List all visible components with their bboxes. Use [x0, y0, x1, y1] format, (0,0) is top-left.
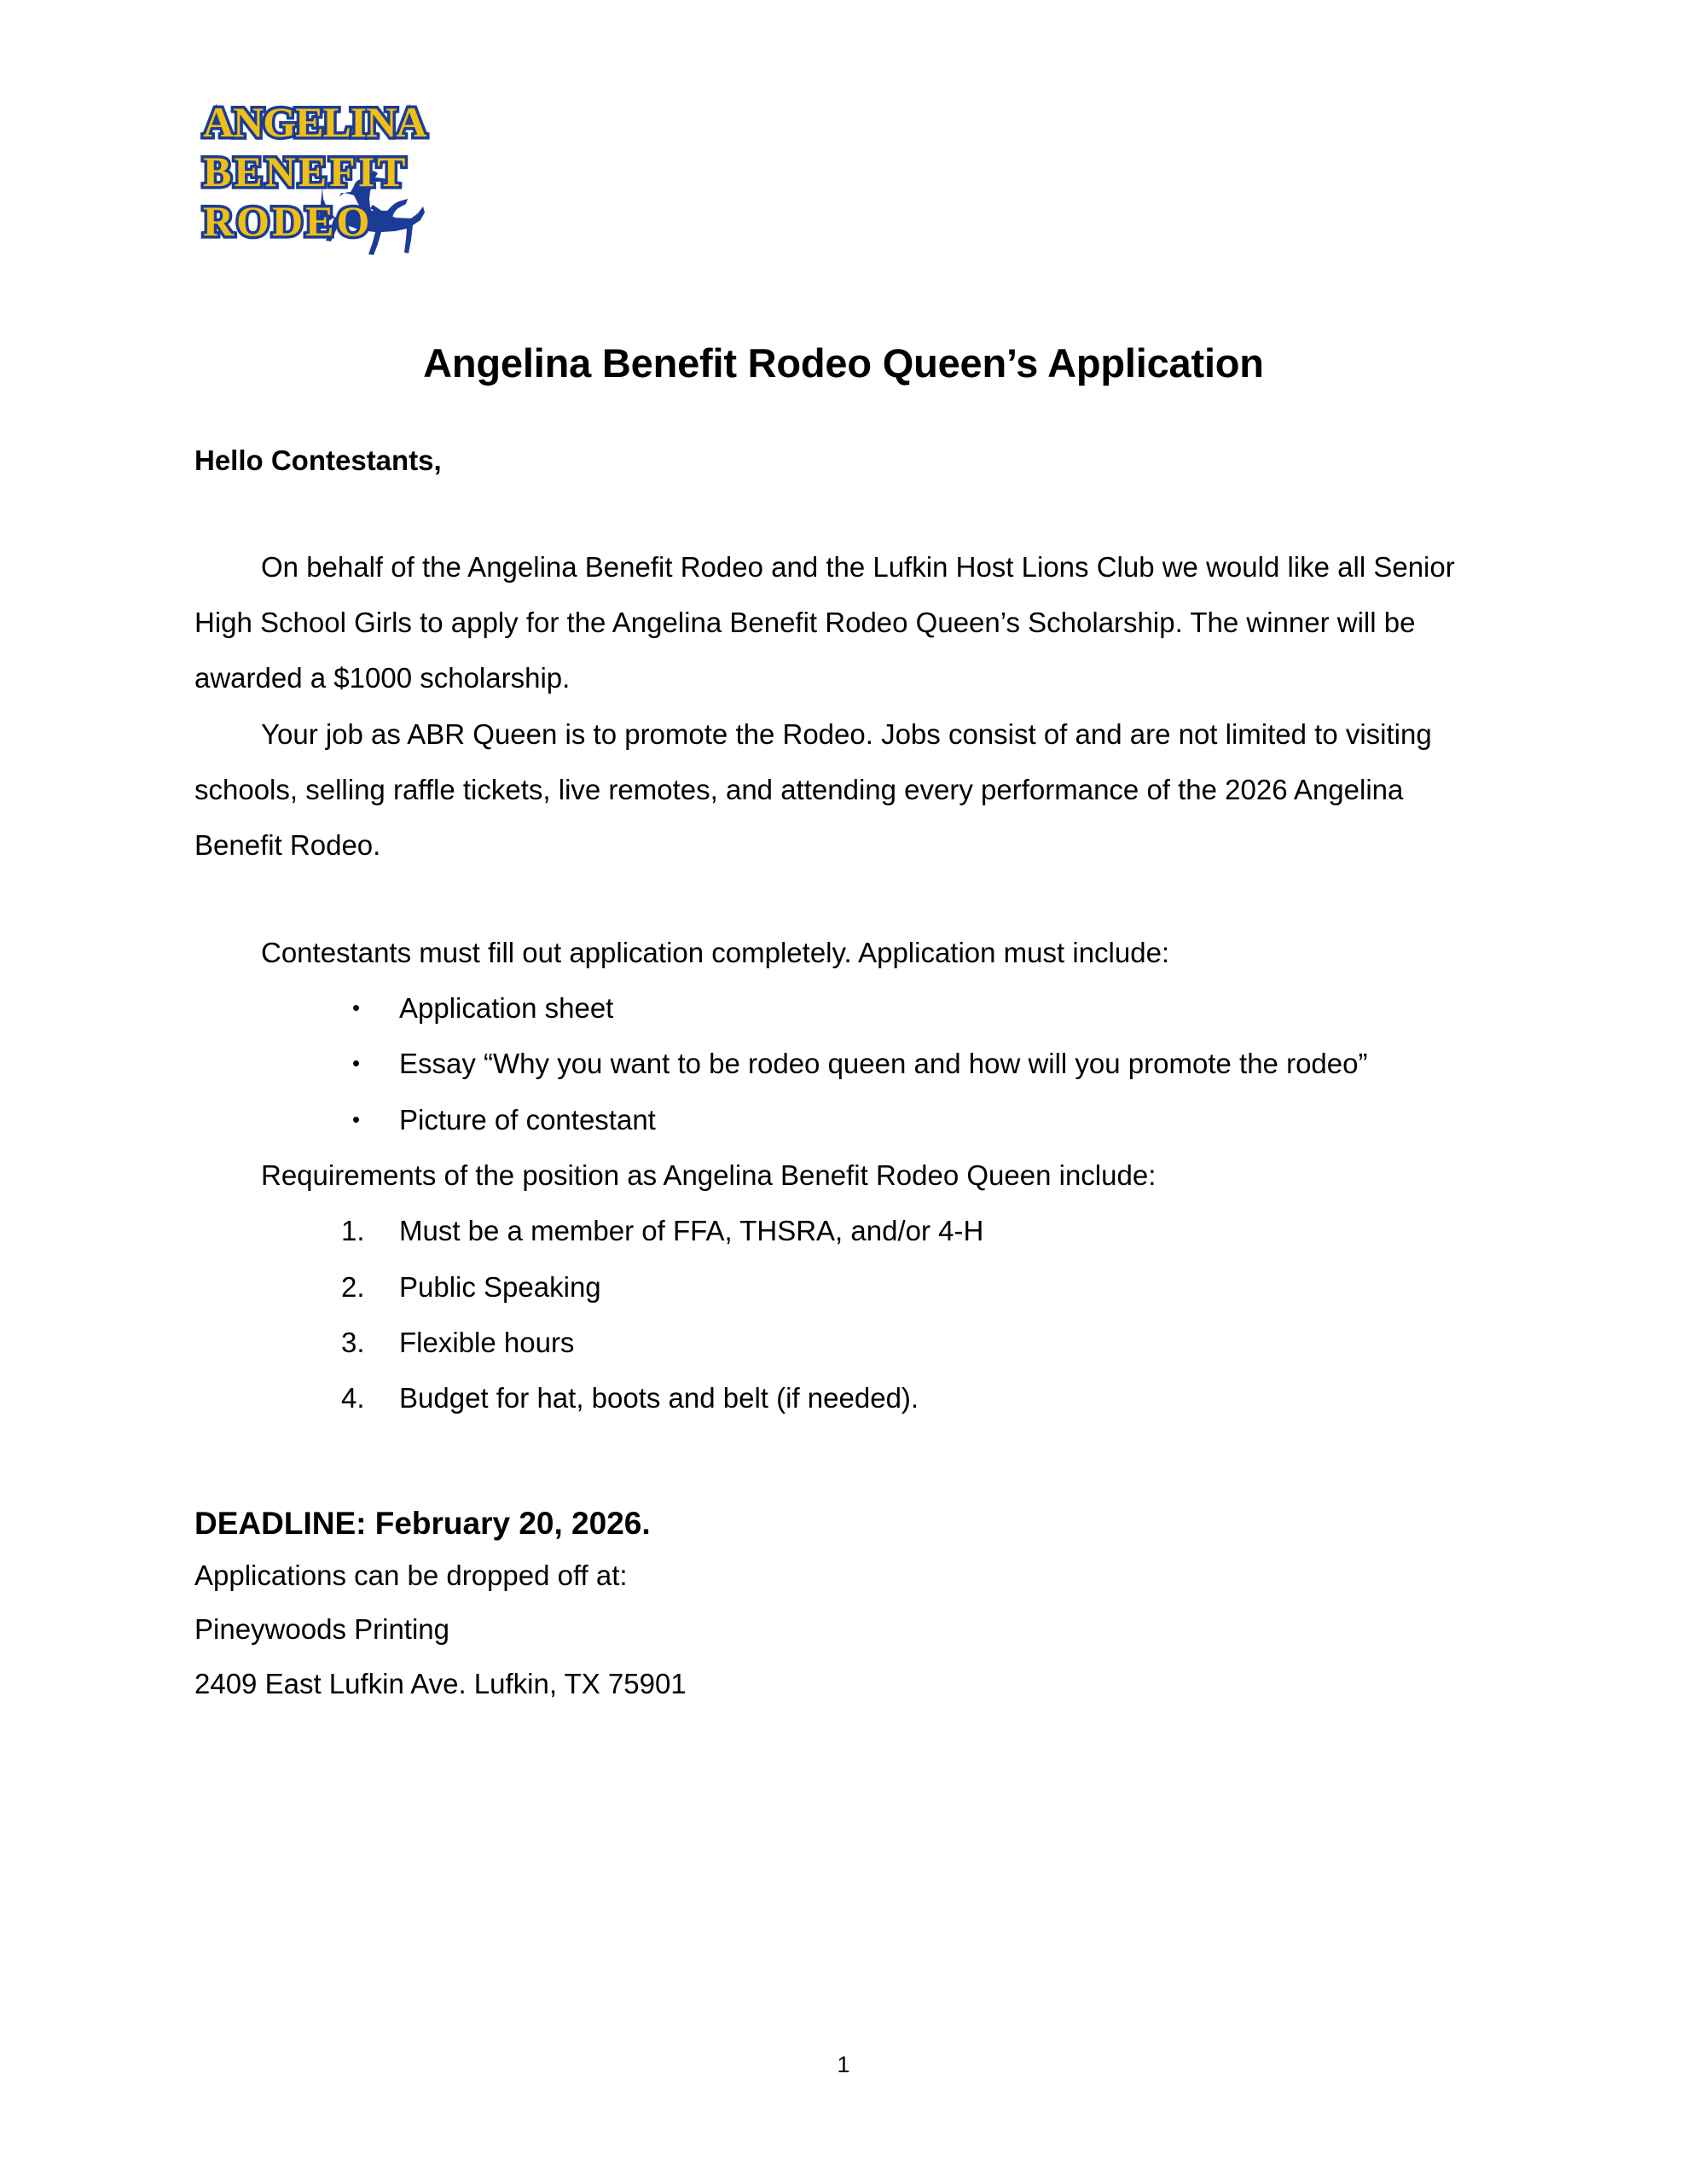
list-item-label: Budget for hat, boots and belt (if needed).	[399, 1382, 919, 1414]
list-item-label: Public Speaking	[399, 1270, 601, 1303]
requirements-list	[194, 1203, 1491, 1426]
list-item	[194, 1203, 1491, 1258]
list-marker	[341, 1203, 365, 1258]
list-marker	[341, 1370, 365, 1426]
intro-paragraph-1-text: On behalf of the Angelina Benefit Rodeo and the Lufkin Host Lions Club we would like all Senior High School Girls to apply for the Angelina Benefit Rodeo Queen’s Scholarship. The winner will be awarded a $1000 scholarship.	[194, 550, 1455, 694]
bullet-icon: •	[352, 1106, 361, 1132]
salutation: Hello Contestants,	[194, 444, 442, 476]
list-item-label: Must be a member of FFA, THSRA, and/or 4-H	[399, 1215, 984, 1247]
intro-paragraph-2	[194, 706, 1491, 874]
list-item	[194, 1036, 1491, 1091]
requirements-lead-in: Requirements of the position as Angelina Benefit Rodeo Queen include:	[261, 1159, 1157, 1191]
dropoff-address: 2409 East Lufkin Ave. Lufkin, TX 75901	[194, 1668, 687, 1700]
list-item	[194, 1259, 1491, 1315]
letter-body	[194, 444, 1491, 1711]
list-marker	[341, 1259, 365, 1315]
spacer	[194, 1426, 1491, 1498]
dropoff-name: Pineywoods Printing	[194, 1613, 449, 1646]
logo-line-1: ANGELINA	[203, 98, 426, 146]
logo-line-3: RODEO	[203, 197, 373, 245]
list-item	[194, 1092, 1491, 1147]
page-number: 1	[837, 2052, 850, 2077]
intro-paragraph-2-text: Your job as ABR Queen is to promote the Rodeo. Jobs consist of and are not limited to visiting schools, selling raffle tickets, live remotes, and attending every performance of the 2026 Angelina Benefit Rodeo.	[194, 717, 1432, 862]
list-item	[194, 1315, 1491, 1370]
bullet-icon: •	[352, 1050, 361, 1077]
spacer	[194, 478, 1491, 539]
page-title: Angelina Benefit Rodeo Queen’s Application	[423, 340, 1264, 386]
dropoff-label: Applications can be dropped off at:	[194, 1559, 628, 1591]
bullet-icon: •	[352, 994, 361, 1020]
include-list	[194, 980, 1491, 1147]
deadline-heading: DEADLINE: February 20, 2026.	[194, 1505, 651, 1541]
spacer	[194, 874, 1491, 925]
intro-paragraph-1	[194, 539, 1491, 706]
list-item-label: Flexible hours	[399, 1326, 575, 1358]
abr-logo	[189, 85, 437, 290]
list-item	[194, 1370, 1491, 1426]
list-marker	[341, 1315, 365, 1370]
logo-line-2: BENEFIT	[203, 148, 409, 195]
list-item-label: Picture of contestant	[399, 1103, 656, 1136]
list-item	[194, 980, 1491, 1036]
list-item-label: Application sheet	[399, 991, 614, 1024]
abr-logo-svg	[189, 85, 437, 290]
list-item-label: Essay “Why you want to be rodeo queen and how will you promote the rodeo”	[399, 1048, 1368, 1080]
include-lead-in: Contestants must fill out application completely. Application must include:	[261, 936, 1170, 968]
